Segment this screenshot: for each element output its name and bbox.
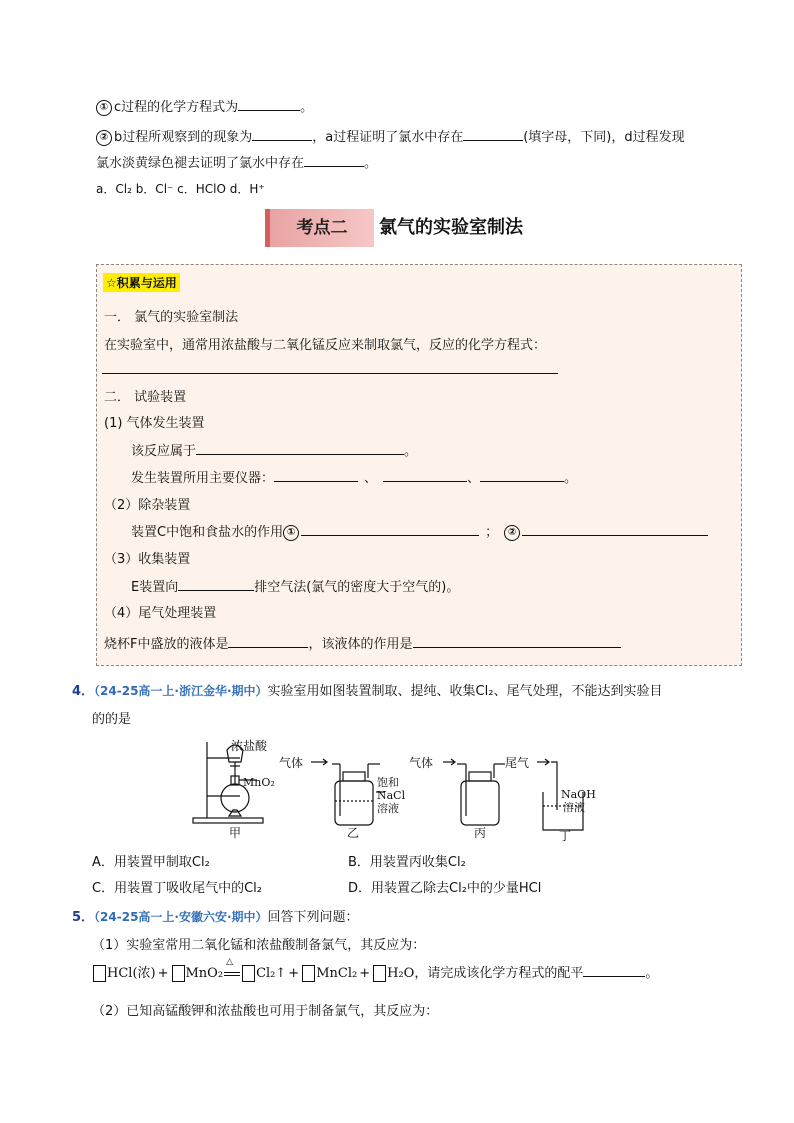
q3-line-2: ② b过程所观察到的现象为 ，a过程证明了氯水中存在 (填字母，下同)，d过程发现 [96, 126, 685, 146]
q4-option-a[interactable]: A．用装置甲制取Cl₂ [92, 855, 210, 870]
label-acid: 浓盐酸 [231, 739, 268, 753]
coefficient-box[interactable] [302, 965, 315, 982]
caption-jia: 甲 [229, 826, 242, 840]
q5-part-2: （2）已知高锰酸钾和浓盐酸也可用于制备氯气，其反应为： [92, 1004, 439, 1019]
label-gas-2: 气体 [409, 756, 434, 770]
answer-blank[interactable] [304, 154, 364, 167]
answer-blank[interactable] [178, 578, 254, 591]
k-heading-2: 二． 试验装置 [104, 390, 187, 405]
q5-stem: 5．（24-25高一上·安徽六安·期中）回答下列问题： [72, 910, 359, 925]
answer-blank[interactable] [522, 523, 708, 536]
label-nacl-1: 饱和 [377, 776, 399, 789]
q5-source: （24-25高一上·安徽六安·期中） [94, 910, 268, 924]
q3-line-1: ① c过程的化学方程式为 。 [96, 96, 313, 116]
q5-part-1: （1）实验室常用二氧化锰和浓盐酸制备氯气，其反应为： [92, 938, 426, 953]
answer-blank[interactable] [228, 635, 308, 648]
q4-option-b[interactable]: B．用装置丙收集Cl₂ [348, 855, 466, 870]
circle-2: ② [96, 130, 112, 146]
k-sub-1: (1) 气体发生装置 [104, 416, 205, 431]
k-equation-blank[interactable] [102, 373, 558, 374]
k-heading-1: 一． 氯气的实验室制法 [104, 310, 239, 325]
section-header [265, 209, 555, 247]
answer-blank[interactable] [238, 98, 300, 111]
k-sub-4a: 烧杯F中盛放的液体是 ，该液体的作用是 [104, 633, 621, 652]
heat-arrow: △ [223, 966, 241, 981]
q4-stem-line-2: 的的是 [92, 712, 132, 727]
k-para-1: 在实验室中，通常用浓盐酸与二氧化锰反应来制取氯气，反应的化学方程式： [104, 338, 547, 353]
k-sub-3a: E装置向 排空气法(氯气的密度大于空气的)。 [131, 580, 460, 595]
q4-stem-line-1: 4．（24-25高一上·浙江金华·期中）实验室用如图装置制取、提纯、收集Cl₂、尾气处理，不能达到实验目 [72, 684, 663, 699]
answer-blank[interactable] [480, 469, 564, 482]
label-nacl-2: NaCl [377, 789, 406, 802]
label-nacl-3: 溶液 [377, 802, 399, 815]
section-tag: 考点二 [265, 209, 374, 247]
answer-blank[interactable] [383, 469, 467, 482]
q4-option-c[interactable]: C．用装置丁吸收尾气中的Cl₂ [92, 881, 262, 896]
k-sub-1a: 该反应属于 。 [131, 444, 418, 459]
coefficient-box[interactable] [242, 965, 255, 982]
answer-blank[interactable] [413, 635, 621, 648]
star-icon: ☆ [106, 276, 117, 290]
label-naoh-2: 溶液 [563, 801, 585, 814]
q5-number: 5． [72, 910, 95, 925]
caption-ding: 丁 [559, 829, 572, 842]
coefficient-box[interactable] [373, 965, 386, 982]
answer-blank[interactable] [196, 442, 404, 455]
circle-1: ① [283, 525, 299, 541]
answer-blank[interactable] [301, 523, 479, 536]
q4-number: 4． [72, 684, 95, 699]
coefficient-box[interactable] [93, 965, 106, 982]
k-sub-4: （4）尾气处理装置 [104, 606, 217, 621]
answer-blank[interactable] [252, 128, 312, 141]
section-title: 氯气的实验室制法 [379, 217, 523, 238]
circle-1: ① [96, 100, 112, 116]
circle-2: ② [504, 525, 520, 541]
knowledge-tag: ☆积累与运用 [103, 273, 180, 292]
answer-blank[interactable] [463, 128, 523, 141]
q3-line-3: 氯水淡黄绿色褪去证明了氯水中存在 。 [96, 156, 378, 171]
q4-source: （24-25高一上·浙江金华·期中） [94, 684, 268, 698]
q3-options: a．Cl₂ b．Cl⁻ c．HClO d．H⁺ [96, 182, 265, 196]
k-sub-2a: 装置C中饱和食盐水的作用 ① ； ② [131, 521, 708, 541]
q5-equation: HCl(浓) + MnO₂ △ Cl₂↑ + MnCl₂ + H₂O，请完成该化学方程式的配平 。 [92, 962, 658, 982]
caption-bing: 丙 [474, 826, 487, 840]
label-naoh-1: NaOH [561, 788, 596, 801]
apparatus-figure [185, 736, 605, 842]
k-sub-2: （2）除杂装置 [104, 498, 191, 513]
coefficient-box[interactable] [172, 965, 185, 982]
label-gas-1: 气体 [279, 756, 304, 770]
caption-yi: 乙 [347, 826, 360, 840]
k-sub-1b: 发生装置所用主要仪器： 、 、 。 [131, 471, 578, 486]
answer-blank[interactable] [583, 964, 645, 977]
answer-blank[interactable] [274, 469, 358, 482]
k-sub-3: （3）收集装置 [104, 552, 191, 567]
q4-option-d[interactable]: D．用装置乙除去Cl₂中的少量HCl [348, 881, 542, 896]
label-tail: 尾气 [505, 756, 530, 770]
label-mno2: MnO₂ [243, 776, 275, 789]
